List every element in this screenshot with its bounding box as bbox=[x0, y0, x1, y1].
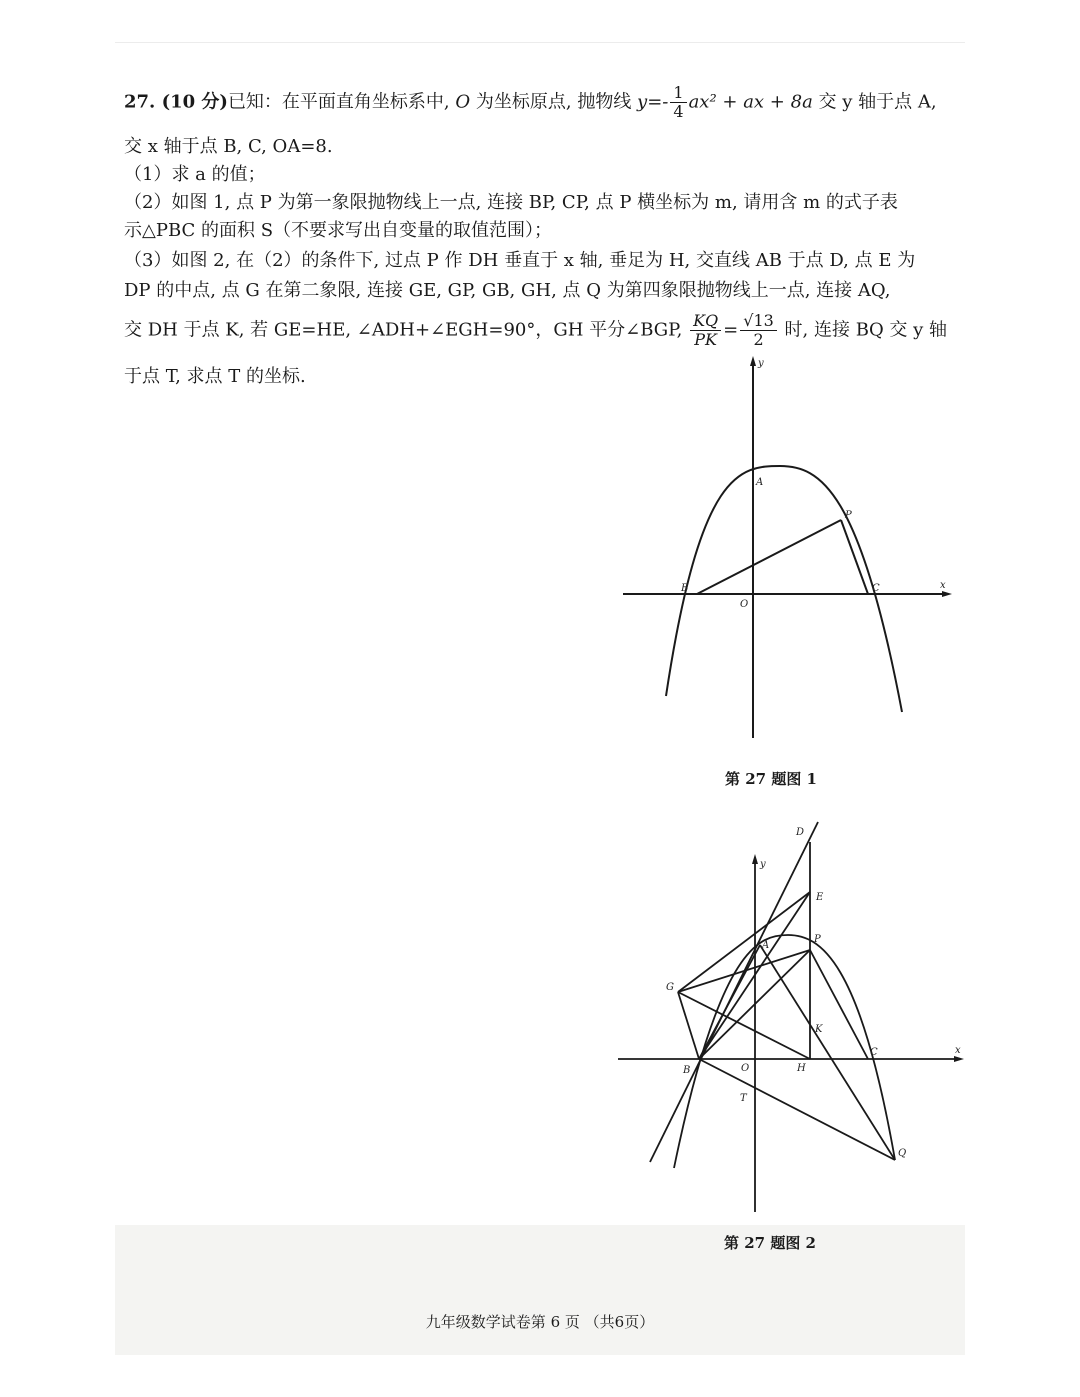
fig2-label-K: K bbox=[815, 1024, 823, 1035]
problem-line-2: 交 x 轴于点 B, C, OA=8. bbox=[124, 136, 333, 157]
figure-2-caption: 第 27 题图 2 bbox=[724, 1234, 816, 1252]
fig1-label-C: C bbox=[872, 583, 880, 594]
part-2-line-2: 示△PBC 的面积 S（不要求写出自变量的取值范围）； bbox=[124, 220, 553, 241]
fig2-label-E: E bbox=[816, 892, 824, 903]
figure-1 bbox=[615, 355, 960, 745]
fig2-y-arrow bbox=[752, 854, 758, 864]
fig1-segment-BP bbox=[697, 520, 841, 594]
fig2-label-C: C bbox=[870, 1047, 878, 1058]
fig2-label-G: G bbox=[666, 982, 674, 993]
part-3-line-3: 交 DH 于点 K, 若 GE=HE, ∠ADH+∠EGH=90°，GH 平分∠BGP, $\frac{KQ}{PK}$ = $\frac{√13}{2}$ 时, 连接 BQ 交 y 轴 bbox=[124, 311, 948, 349]
problem-line-1: 27. (10 分)已知：在平面直角坐标系中, O 为坐标原点, 抛物线 y=- $\frac{1}{4}$ ax² + ax + 8a 交 y 轴于点 A, bbox=[124, 83, 937, 121]
fig1-label-B: B bbox=[681, 583, 689, 594]
fig2-label-H: H bbox=[797, 1063, 806, 1074]
part-2-line-1: （2）如图 1, 点 P 为第一象限抛物线上一点, 连接 BP, CP, 点 P 横坐标为 m, 请用含 m 的式子表 bbox=[124, 192, 898, 213]
fig1-label-P: P bbox=[845, 510, 852, 521]
fig2-label-O: O bbox=[741, 1063, 750, 1074]
top-rule bbox=[115, 42, 965, 43]
fig2-segment-GE bbox=[678, 892, 810, 992]
bottom-shaded-band bbox=[115, 1225, 965, 1355]
fig2-label-x: x bbox=[955, 1045, 961, 1056]
fig1-label-O: O bbox=[740, 599, 749, 610]
fig2-label-D: D bbox=[796, 827, 805, 838]
fig2-label-P: P bbox=[814, 934, 821, 945]
part-3-line-1: （3）如图 2, 在（2）的条件下, 过点 P 作 DH 垂直于 x 轴, 垂足为 H, 交直线 AB 于点 D, 点 E 为 bbox=[124, 250, 916, 271]
problem-number: 27. (10 分) bbox=[124, 91, 228, 113]
fig1-label-x: x bbox=[940, 580, 946, 591]
fig2-segment-BQ bbox=[699, 1059, 895, 1160]
fig2-segment-CP bbox=[810, 950, 868, 1059]
fraction-kq-pk: $\frac{KQ}{PK}$ bbox=[690, 312, 721, 349]
fraction-one-quarter: $\frac{1}{4}$ bbox=[670, 84, 686, 121]
figure-2 bbox=[612, 815, 967, 1215]
fig2-x-arrow bbox=[954, 1056, 964, 1062]
fig2-label-B: B bbox=[683, 1065, 691, 1076]
fig1-y-arrow bbox=[750, 356, 756, 366]
fig2-segment-GH bbox=[678, 992, 810, 1059]
fig1-x-arrow bbox=[942, 591, 952, 597]
fig2-label-A: A bbox=[762, 940, 770, 951]
fig2-label-Q: Q bbox=[898, 1148, 907, 1159]
part-3-line-2: DP 的中点, 点 G 在第二象限, 连接 GE, GP, GB, GH, 点 Q 为第四象限抛物线上一点, 连接 AQ, bbox=[124, 280, 891, 301]
fig1-label-y: y bbox=[758, 358, 764, 369]
part-1: （1）求 a 的值； bbox=[124, 164, 266, 185]
fig2-segment-GP bbox=[678, 950, 810, 992]
fig1-label-A: A bbox=[756, 477, 764, 488]
figure-1-caption: 第 27 题图 1 bbox=[725, 770, 817, 788]
part-3-line-4: 于点 T, 求点 T 的坐标. bbox=[124, 366, 306, 387]
fig2-label-T: T bbox=[740, 1093, 747, 1104]
fig2-label-y: y bbox=[760, 859, 766, 870]
fraction-sqrt13-2: $\frac{√13}{2}$ bbox=[740, 312, 777, 349]
page-footer: 九年级数学试卷第 6 页 （共6页） bbox=[425, 1313, 655, 1331]
fig2-segment-AH bbox=[699, 945, 760, 1059]
